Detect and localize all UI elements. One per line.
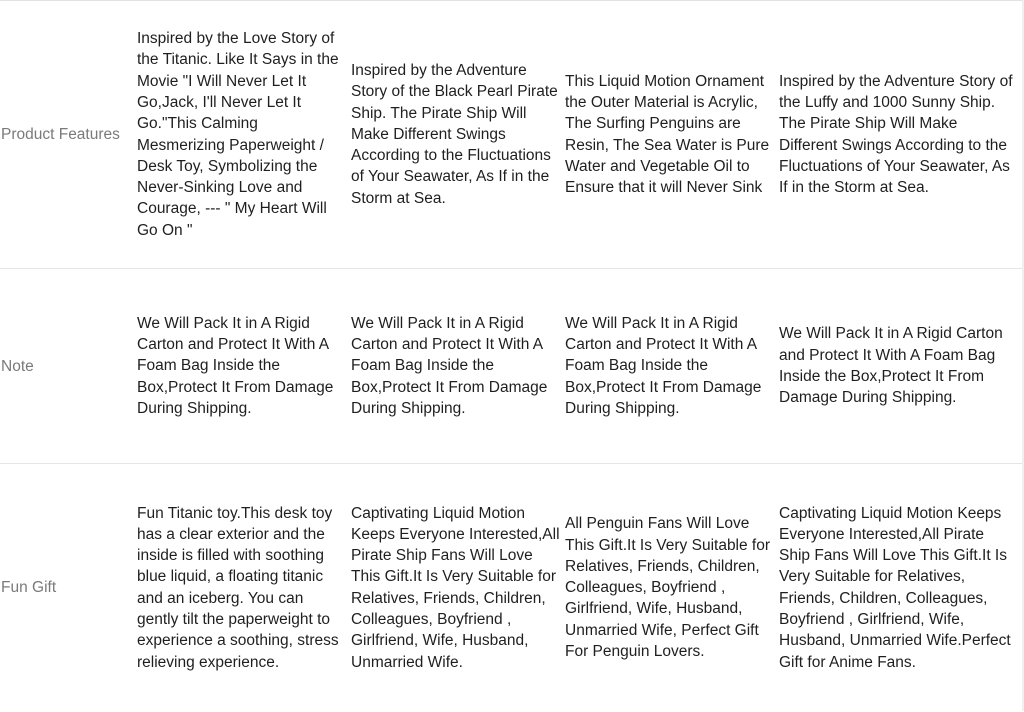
table-cell xyxy=(777,1,1024,269)
cell-text: We Will Pack It in A Rigid Carton and Protect It With A Foam Bag Inside the Box,Protect It From Damage During Shipping. xyxy=(137,314,334,417)
cell-text: We Will Pack It in A Rigid Carton and Protect It With A Foam Bag Inside the Box,Protect It From Damage During Shipping. xyxy=(351,314,548,417)
table-cell xyxy=(135,1,349,269)
cell-text: Inspired by the Adventure Story of the Luffy and 1000 Sunny Ship. The Pirate Ship Will Make Different Swings According to the Fluctuations of Your Seawater, As If in the Storm at Sea. xyxy=(779,72,1013,197)
table-cell xyxy=(349,1,563,269)
cell-text: This Liquid Motion Ornament the Outer Material is Acrylic, The Surfing Penguins are Resin, The Sea Water is Pure Water and Vegetable Oil to Ensure that it will Never Sink xyxy=(565,72,770,197)
table-cell xyxy=(349,269,563,464)
cell-text: We Will Pack It in A Rigid Carton and Protect It With A Foam Bag Inside the Box,Protect It From Damage During Shipping. xyxy=(779,325,1003,407)
cell-text: Inspired by the Love Story of the Titanic. Like It Says in the Movie "I Will Never Let It Go,Jack, I'll Never Let It Go."This Calming Mesmerizing Paperweight / Desk Toy, Symbolizing the Never-Sinking Love and Courage, --- " My Heart Will Go On " xyxy=(137,30,339,239)
table-cell xyxy=(777,269,1024,464)
table-row-product-features xyxy=(0,1,1024,269)
table-cell xyxy=(135,269,349,464)
cell-text: We Will Pack It in A Rigid Carton and Protect It With A Foam Bag Inside the Box,Protect It From Damage During Shipping. xyxy=(565,314,762,417)
row-label-fun-gift: Fun Gift xyxy=(0,464,135,712)
cell-text: All Penguin Fans Will Love This Gift.It Is Very Suitable for Relatives, Friends, Children, Colleagues, Boyfriend , Girlfriend, Wife, Husband, Unmarried Wife, Perfect Gift For Penguin Lovers. xyxy=(565,515,771,660)
table-cell xyxy=(135,464,349,712)
table-cell xyxy=(563,464,777,712)
cell-text: Captivating Liquid Motion Keeps Everyone Interested,All Pirate Ship Fans Will Love This Gift.It Is Very Suitable for Relatives, Friends, Children, Colleagues, Boyfriend , Girlfriend, Wife, Husband, Unmarried Wife. xyxy=(351,504,560,671)
table-cell xyxy=(777,464,1024,712)
cell-text: Fun Titanic toy.This desk toy has a clear exterior and the inside is filled with soothing blue liquid, a floating titanic and an iceberg. You can gently tilt the paperweight to experience a soothing, stress relieving experience. xyxy=(137,504,339,671)
row-label-note: Note xyxy=(0,269,135,464)
table-cell xyxy=(563,1,777,269)
table-cell xyxy=(349,464,563,712)
row-label-product-features: Product Features xyxy=(0,1,135,269)
cell-text: Inspired by the Adventure Story of the Black Pearl Pirate Ship. The Pirate Ship Will Make Different Swings According to the Fluctuations of Your Seawater, As If in the Storm at Sea. xyxy=(351,61,558,207)
table-cell xyxy=(563,269,777,464)
cell-text: Captivating Liquid Motion Keeps Everyone Interested,All Pirate Ship Fans Will Love This Gift.It Is Very Suitable for Relatives, Friends, Children, Colleagues, Boyfriend , Girlfriend, Wife, Husband, Unmarried Wife.Perfect Gift for Anime Fans. xyxy=(779,504,1011,671)
table-row-fun-gift xyxy=(0,464,1024,712)
table-row-note xyxy=(0,269,1024,464)
